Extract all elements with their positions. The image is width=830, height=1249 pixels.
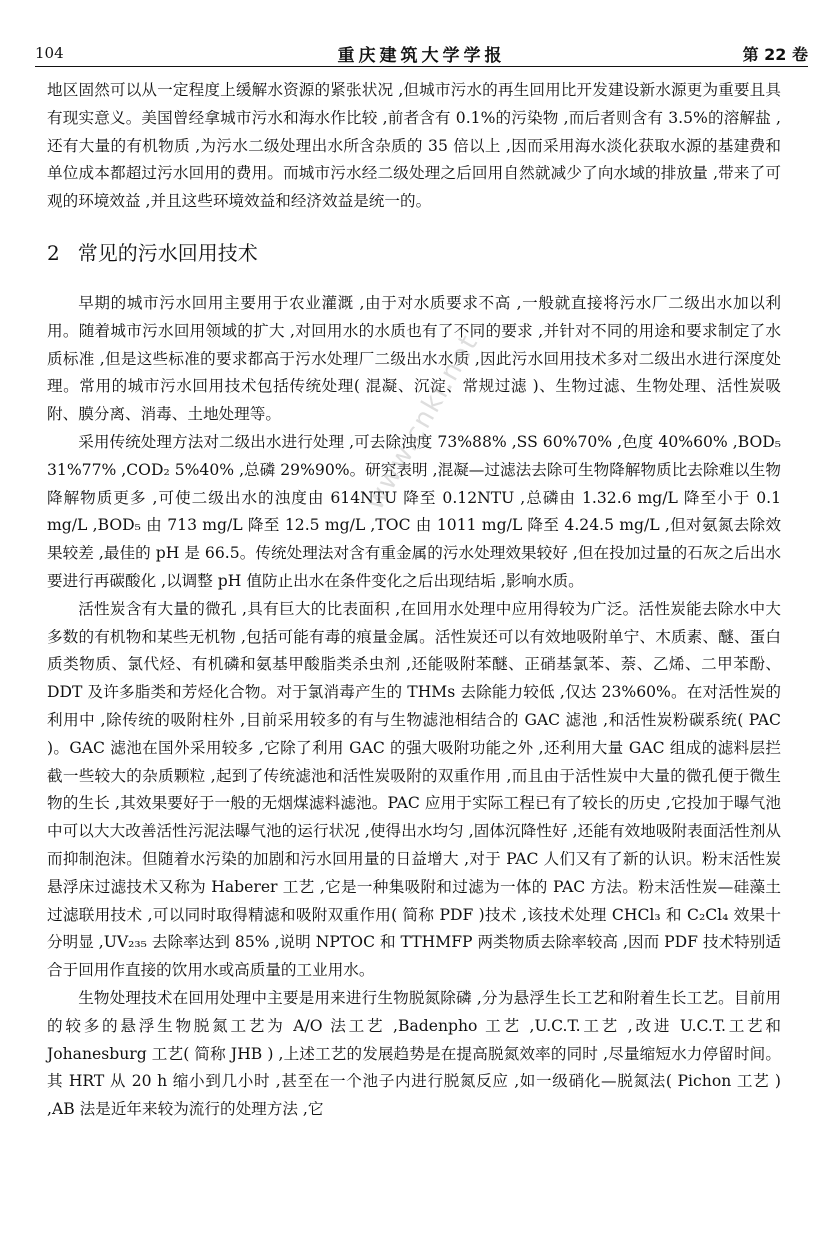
running-header [35,40,808,67]
page-number: 104 [35,44,64,62]
paragraph-activated-carbon: 活性炭含有大量的微孔 ,具有巨大的比表面积 ,在回用水处理中应用得较为广泛。活性炭能去除水中大多数的有机物和某些无机物 ,包括可能有毒的痕量金属。活性炭还可以有效地吸附单宁、木质素、醚、蛋白质类物质、氯代烃、有机磷和氨基甲酸脂类杀虫剂 ,还能吸附苯醚、正硝基氯苯、萘、乙烯、二甲苯酚、DDT 及许多脂类和芳烃化合物。对于氯消毒产生的 THMs 去除能力较低 ,仅达 23%60%。在对活性炭的利用中 ,除传统的吸附柱外 ,目前采用较多的有与生物滤池相结合的 GAC 滤池 ,和活性炭粉碳系统( PAC )。GAC 滤池在国外采用较多 ,它除了利用 GAC 的强大吸附功能之外 ,还利用大量 GAC 组成的滤料层拦截一些较大的杂质颗粒 ,起到了传统滤池和活性炭吸附的双重作用 ,而且由于活性炭中大量的微孔便于微生物的生长 ,其效果要好于一般的无烟煤滤料滤池。PAC 应用于实际工程已有了较长的历史 ,它投加于曝气池中可以大大改善活性污泥法曝气池的运行状况 ,使得出水均匀 ,固体沉降性好 ,还能有效地吸附表面活性剂从而抑制泡沫。但随着水污染的加剧和污水回用量的日益增大 ,对于 PAC 人们又有了新的认识。粉末活性炭悬浮床过滤技术又称为 Haberer 工艺 ,它是一种集吸附和过滤为一体的 PAC 方法。粉末活性炭—硅藻土过滤联用技术 ,可以同时取得精滤和吸附双重作用( 简称 PDF )技术 ,该技术处理 CHCl₃ 和 C₂Cl₄ 效果十分明显 ,UV₂₃₅ 去除率达到 85% ,说明 NPTOC 和 TTHMFP 两类物质去除率较高 ,因而 PDF 技术特别适合于回用作直接的饮用水或高质量的工业用水。 [47,599,781,980]
journal-title: 重庆建筑大学学报 [337,46,506,66]
paragraph-intro: 早期的城市污水回用主要用于农业灌溉 ,由于对水质要求不高 ,一般就直接将污水厂二级出水加以利用。随着城市污水回用领域的扩大 ,对回用水的水质也有了不同的要求 ,并针对不同的用途和要求制定了水质标准 ,但是这些标准的要求都高于污水处理厂二级出水水质 ,因此污水回用技术多对二级出水进行深度处理。常用的城市污水回用技术包括传统处理( 混凝、沉淀、常规过滤 )、生物过滤、生物处理、活性炭吸附、膜分离、消毒、土地处理等。 [47,293,781,424]
section-number: 2 [47,240,60,265]
section-title: 常见的污水回用技术 [77,240,258,265]
paragraph-continued: 地区固然可以从一定程度上缓解水资源的紧张状况 ,但城市污水的再生回用比开发建设新水源更为重要且具有现实意义。美国曾经拿城市污水和海水作比较 ,前者含有 0.1%的污染物 ,而后者则含有 3.5%的溶解盐 ,还有大量的有机物质 ,为污水二级处理出水所含杂质的 35 倍以上 ,因而采用海水淡化获取水源的基建费和单位成本都超过污水回用的费用。而城市污水经二级处理之后回用自然就减少了向水域的排放量 ,带来了可观的环境效益 ,并且这些环境效益和经济效益是统一的。 [47,81,781,211]
watermark: www.cnki.net [360,328,485,515]
paragraph-biological: 生物处理技术在回用处理中主要是用来进行生物脱氮除磷 ,分为悬浮生长工艺和附着生长工艺。目前用的较多的悬浮生物脱氮工艺为 A/O 法工艺 ,Badenpho 工艺 ,U.C.T.工艺 ,改进 U.C.T.工艺和 Johanesburg 工艺( 简称 JHB ) ,上述工艺的发展趋势是在提高脱氮效率的同时 ,尽量缩短水力停留时间。其 HRT 从 20 h 缩小到几小时 ,甚至在一个池子内进行脱氮反应 ,如一级硝化—脱氮法( Pichon 工艺 ) ,AB 法是近年来较为流行的处理方法 ,它 [47,988,781,1119]
paragraph-traditional: 采用传统处理方法对二级出水进行处理 ,可去除浊度 73%88% ,SS 60%70% ,色度 40%60% ,BOD₅ 31%77% ,COD₂ 5%40% ,总磷 29%90%。研究表明 ,混凝—过滤法去除可生物降解物质比去除难以生物降解物质更多 ,可使二级出水的浊度由 614NTU 降至 0.12NTU ,总磷由 1.32.6 mg/L 降至小于 0.1 mg/L ,BOD₅ 由 713 mg/L 降至 12.5 mg/L ,TOC 由 1011 mg/L 降至 4.24.5 mg/L ,但对氨氮去除效果较差 ,最佳的 pH 是 66.5。传统处理法对含有重金属的污水处理效果较好 ,但在投加过量的石灰之后出水要进行再碳酸化 ,以调整 pH 值防止出水在条件变化之后出现结垢 ,影响水质。 [47,432,781,590]
section-heading [47,238,781,268]
volume-label: 第 22 卷 [742,45,808,64]
article-body [47,77,781,1124]
